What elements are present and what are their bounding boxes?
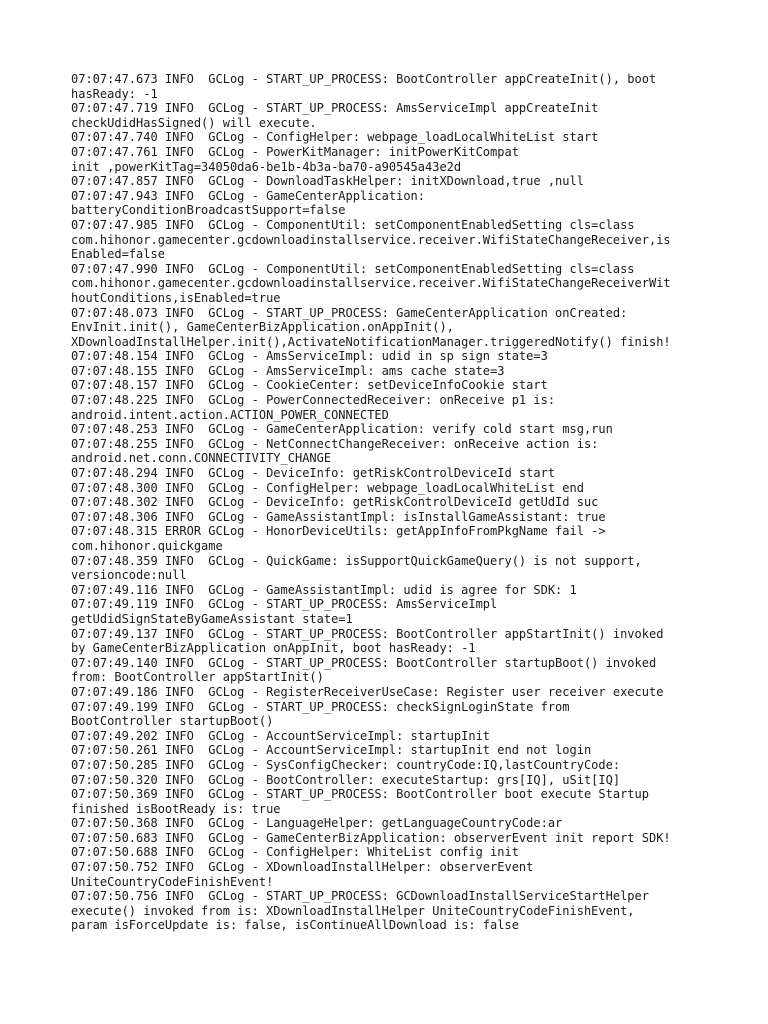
log-line: param isForceUpdate is: false, isContinueAllDownload is: false xyxy=(71,918,519,933)
log-line: 07:07:47.857 INFO GCLog - DownloadTaskHelper: initXDownload,true ,null xyxy=(71,174,584,189)
log-line: batteryConditionBroadcastSupport=false xyxy=(71,203,346,218)
log-line: 07:07:49.119 INFO GCLog - START_UP_PROCESS: AmsServiceImpl xyxy=(71,597,498,612)
log-line: 07:07:47.740 INFO GCLog - ConfigHelper: webpage_loadLocalWhiteList start xyxy=(71,130,599,145)
log-line: 07:07:48.302 INFO GCLog - DeviceInfo: getRiskControlDeviceId getUdId suc xyxy=(71,495,599,510)
log-line: 07:07:49.140 INFO GCLog - START_UP_PROCESS: BootController startupBoot() invoked xyxy=(71,655,657,670)
log-line: finished isBootReady is: true xyxy=(71,801,281,816)
log-line: 07:07:48.315 ERROR GCLog - HonorDeviceUtils: getAppInfoFromPkgName fail -> xyxy=(71,524,606,539)
log-line: 07:07:48.253 INFO GCLog - GameCenterApplication: verify cold start msg,run xyxy=(71,422,613,437)
log-line: by GameCenterBizApplication onAppInit, boot hasReady: -1 xyxy=(71,641,476,656)
log-line: 07:07:48.073 INFO GCLog - START_UP_PROCESS: GameCenterApplication onCreated: xyxy=(71,305,628,320)
log-line: 07:07:50.320 INFO GCLog - BootController: executeStartup: grs[IQ], uSit[IQ] xyxy=(71,772,621,787)
log-line: 07:07:47.761 INFO GCLog - PowerKitManager: initPowerKitCompat xyxy=(71,144,519,159)
log-line: init ,powerKitTag=34050da6-be1b-4b3a-ba70-a90545a43e2d xyxy=(71,159,462,174)
log-line: 07:07:50.756 INFO GCLog - START_UP_PROCESS: GCDownloadInstallServiceStartHelper xyxy=(71,889,649,904)
log-line: 07:07:50.688 INFO GCLog - ConfigHelper: WhiteList config init xyxy=(71,845,519,860)
log-line: execute() invoked from is: XDownloadInstallHelper UniteCountryCodeFinishEvent, xyxy=(71,903,635,918)
log-line: 07:07:47.673 INFO GCLog - START_UP_PROCESS: BootController appCreateInit(), boot xyxy=(71,72,657,86)
log-line: 07:07:48.154 INFO GCLog - AmsServiceImpl: udid in sp sign state=3 xyxy=(71,349,548,364)
log-line: 07:07:50.683 INFO GCLog - GameCenterBizApplication: observerEvent init report SDK! xyxy=(71,830,671,845)
log-line: EnvInit.init(), GameCenterBizApplication.onAppInit(), xyxy=(71,320,454,335)
log-line: getUdidSignStateByGameAssistant state=1 xyxy=(71,611,353,626)
log-line: 07:07:48.294 INFO GCLog - DeviceInfo: getRiskControlDeviceId start xyxy=(71,466,556,481)
log-line: android.net.conn.CONNECTIVITY_CHANGE xyxy=(71,451,332,466)
log-line: from: BootController appStartInit() xyxy=(71,670,324,685)
log-line: 07:07:50.369 INFO GCLog - START_UP_PROCESS: BootController boot execute Startup xyxy=(71,787,649,802)
log-line: 07:07:48.306 INFO GCLog - GameAssistantImpl: isInstallGameAssistant: true xyxy=(71,509,606,524)
log-line: 07:07:50.285 INFO GCLog - SysConfigChecker: countryCode:IQ,lastCountryCode: xyxy=(71,757,621,772)
log-line: 07:07:47.985 INFO GCLog - ComponentUtil: setComponentEnabledSetting cls=class xyxy=(71,217,635,232)
log-line: com.hihonor.gamecenter.gcdownloadinstallservice.receiver.WifiStateChangeReceiverWit xyxy=(71,276,671,291)
log-line: 07:07:48.255 INFO GCLog - NetConnectChangeReceiver: onReceive action is: xyxy=(71,436,599,451)
log-line: 07:07:47.719 INFO GCLog - START_UP_PROCESS: AmsServiceImpl appCreateInit xyxy=(71,101,599,116)
log-line: UniteCountryCodeFinishEvent! xyxy=(71,874,274,889)
log-line: 07:07:50.752 INFO GCLog - XDownloadInstallHelper: observerEvent xyxy=(71,860,534,875)
log-line: 07:07:50.261 INFO GCLog - AccountServiceImpl: startupInit end not login xyxy=(71,743,592,758)
log-line: 07:07:49.202 INFO GCLog - AccountServiceImpl: startupInit xyxy=(71,728,491,743)
log-line: 07:07:49.137 INFO GCLog - START_UP_PROCESS: BootController appStartInit() invoked xyxy=(71,626,664,641)
log-line: 07:07:48.300 INFO GCLog - ConfigHelper: webpage_loadLocalWhiteList end xyxy=(71,480,584,495)
log-line: BootController startupBoot() xyxy=(71,714,274,729)
log-line: hasReady: -1 xyxy=(71,86,158,101)
log-line: android.intent.action.ACTION_POWER_CONNECTED xyxy=(71,407,389,422)
log-line: XDownloadInstallHelper.init(),ActivateNotificationManager.triggeredNotify() finish! xyxy=(71,334,671,349)
log-line: 07:07:47.990 INFO GCLog - ComponentUtil: setComponentEnabledSetting cls=class xyxy=(71,261,635,276)
log-document xyxy=(71,72,701,933)
log-line: com.hihonor.quickgame xyxy=(71,539,223,553)
log-line: 07:07:48.155 INFO GCLog - AmsServiceImpl: ams cache state=3 xyxy=(71,363,505,378)
log-line: 07:07:48.359 INFO GCLog - QuickGame: isSupportQuickGameQuery() is not support, xyxy=(71,553,642,568)
log-line: 07:07:49.186 INFO GCLog - RegisterReceiverUseCase: Register user receiver execute xyxy=(71,684,664,699)
log-line: 07:07:48.225 INFO GCLog - PowerConnectedReceiver: onReceive p1 is: xyxy=(71,393,556,408)
log-line: 07:07:47.943 INFO GCLog - GameCenterApplication: xyxy=(71,188,426,203)
log-line: checkUdidHasSigned() will execute. xyxy=(71,115,317,130)
log-line: 07:07:49.199 INFO GCLog - START_UP_PROCESS: checkSignLoginState from xyxy=(71,699,570,714)
log-line: 07:07:50.368 INFO GCLog - LanguageHelper: getLanguageCountryCode:ar xyxy=(71,816,563,831)
log-line: houtConditions,isEnabled=true xyxy=(71,290,281,305)
log-line: 07:07:48.157 INFO GCLog - CookieCenter: setDeviceInfoCookie start xyxy=(71,378,548,393)
log-line: Enabled=false xyxy=(71,247,165,262)
log-line: versioncode:null xyxy=(71,568,187,583)
log-line: 07:07:49.116 INFO GCLog - GameAssistantImpl: udid is agree for SDK: 1 xyxy=(71,582,577,597)
log-line: com.hihonor.gamecenter.gcdownloadinstallservice.receiver.WifiStateChangeReceiver,is xyxy=(71,232,671,247)
